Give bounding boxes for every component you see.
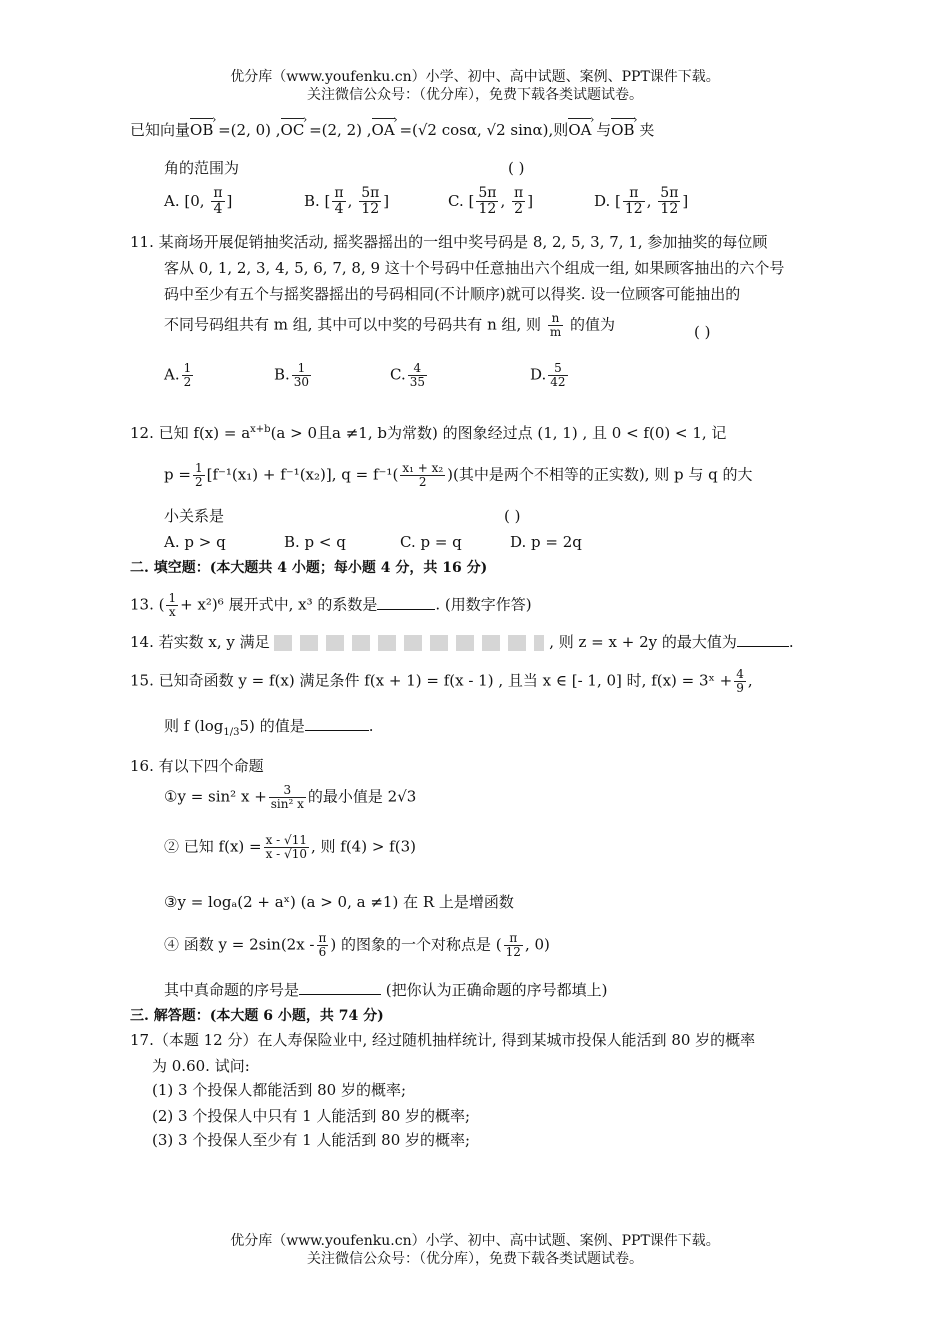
header-line-2: 关注微信公众号：（优分库），免费下载各类试题试卷。 — [307, 87, 643, 103]
q13-frac-den: x — [168, 605, 176, 620]
q11-a-den: 2 — [183, 375, 192, 390]
q15-answer-blank[interactable] — [305, 716, 369, 731]
section-2-title: 二. 填空题：(本大题共 4 小题；每小题 4 分，共 16 分) — [130, 560, 488, 576]
q16-end-b: (把你认为正确命题的序号都填上) — [385, 981, 608, 999]
q10-a-den: 4 — [213, 201, 223, 218]
q10-answer-paren: ( ) — [508, 159, 525, 177]
q11-line-4 — [164, 312, 615, 339]
q11-d-num: 5 — [548, 362, 567, 376]
q16-end-a: 其中真命题的序号是 — [164, 981, 300, 999]
q10-d-frac-1 — [623, 186, 645, 218]
q15-log: f (log — [183, 717, 224, 735]
q10-c-mid: , — [500, 191, 506, 210]
q10-b-frac-2 — [359, 186, 381, 218]
q10-option-b-label: B. [ — [304, 191, 331, 210]
q10-mid: 与 — [591, 121, 612, 139]
q16-p4a: ④ 函数 y = 2sin(2x - — [164, 935, 315, 954]
q11-option-b — [274, 362, 313, 389]
q10-stem-line-1 — [130, 120, 654, 140]
q13-c: . (用数字作答) — [435, 595, 532, 614]
q11-b-frac — [292, 362, 311, 389]
q11-option-c — [390, 362, 429, 389]
q16-p2-frac — [264, 834, 309, 861]
q10-c1-num: 5π — [478, 185, 497, 201]
q11-c-den: 35 — [409, 375, 425, 390]
q13-a: 13. ( — [130, 595, 165, 614]
q10-b1-num: π — [334, 185, 344, 201]
q10-stem-line-2: 角的范围为 — [164, 159, 240, 177]
q12-half-num: 1 — [194, 461, 203, 475]
q16-p1a: ①y = sin² x + — [164, 787, 267, 806]
q10-b-mid: , — [347, 191, 353, 210]
q16-p2b: , 则 f(4) > f(3) — [310, 837, 416, 856]
q10-b-frac-1 — [332, 186, 345, 218]
q10-prefix: 已知向量 — [130, 121, 191, 139]
section-3-title: 三. 解答题：(本大题 6 小题，共 74 分) — [130, 1008, 384, 1024]
q10-eq2: =(2, 2) , — [304, 121, 372, 139]
header-line-1: 优分库（www.youfenku.cn）小学、初中、高中试题、案例、PPT课件下载。 — [230, 69, 720, 85]
q17-sub-2: (2) 3 个投保人中只有 1 人能活到 80 岁的概率; — [152, 1107, 471, 1125]
q11-b-num: 1 — [292, 362, 311, 376]
q15-f: 的值是 — [259, 717, 305, 735]
q10-option-a — [164, 186, 232, 218]
q11-a-label: A. — [164, 365, 180, 384]
q16-p4c-den: 12 — [505, 945, 521, 960]
q10-b1-den: 4 — [334, 201, 344, 218]
q16-p4-num: π — [318, 931, 327, 945]
vector-oa: OA › — [372, 120, 395, 140]
q16-prop-4 — [164, 932, 550, 959]
q12-option-b: B. p < q — [284, 533, 346, 551]
q10-eq1: =(2, 0) , — [213, 121, 281, 139]
q11-line-1: 11. 某商场开展促销抽奖活动, 摇奖器摇出的一组中奖号码是 8, 2, 5, 3, 7, 1, 参加抽奖的每位顾 — [130, 233, 768, 251]
q16-p4-frac — [317, 932, 329, 959]
q12-line-3: 小关系是 — [164, 507, 225, 525]
q12-answer-paren: ( ) — [504, 507, 521, 525]
q16-p2a: ② 已知 f(x) = — [164, 837, 262, 856]
q13-answer-blank[interactable] — [377, 595, 435, 610]
q14-a: 14. 若实数 x, y 满足 — [130, 633, 270, 651]
q14-b: , 则 z = x + 2y 的最大值为 — [549, 633, 737, 651]
q12-exponent: x+b — [250, 424, 271, 435]
q12-q-num: x₁ + x₂ — [402, 461, 444, 475]
q11-option-a — [164, 362, 195, 389]
q10-c-frac-2 — [512, 186, 525, 218]
q16-p1-num: 3 — [269, 784, 306, 798]
q16-prop-2 — [164, 834, 416, 861]
q15-e: 5) — [239, 717, 255, 735]
q15-c: 则 — [164, 717, 180, 735]
q14-answer-blank[interactable] — [737, 632, 789, 647]
q10-a-num: π — [213, 185, 223, 201]
q15-b: , — [747, 671, 753, 690]
q12-q-den: 2 — [418, 475, 427, 490]
q17-line-2: 为 0.60. 试问: — [152, 1057, 250, 1075]
q17-line-1: 17.（本题 12 分）在人寿保险业中, 经过随机抽样统计, 得到某城市投保人能活到 80 岁的概率 — [130, 1031, 756, 1049]
q10-option-a-frac — [211, 186, 224, 218]
q10-c-frac-1 — [476, 186, 498, 218]
q12-line-1a: 12. 已知 f(x) = a — [130, 424, 251, 442]
footer-line-1: 优分库（www.youfenku.cn）小学、初中、高中试题、案例、PPT课件下载。 — [230, 1233, 720, 1249]
q10-d-mid: , — [646, 191, 652, 210]
q16-p4c-frac — [504, 932, 523, 959]
q12-half-frac — [193, 462, 205, 489]
q10-b-end: ] — [383, 191, 390, 210]
q12-option-a: A. p > q — [164, 533, 226, 551]
q10-c1-den: 12 — [478, 201, 497, 218]
q10-option-d — [594, 186, 688, 218]
q12-line-2 — [164, 462, 753, 489]
q16-p4c-num: π — [504, 932, 523, 946]
q12-half-den: 2 — [194, 475, 203, 490]
q12-option-c: C. p = q — [400, 533, 462, 551]
q11-line-2: 客从 0, 1, 2, 3, 4, 5, 6, 7, 8, 9 这十个号码中任意抽出六个组成一组, 如果顾客抽出的六个号 — [164, 259, 785, 277]
q10-d2-num: 5π — [660, 185, 679, 201]
q15-log-base: 1/3 — [223, 727, 240, 738]
q11-c-label: C. — [390, 365, 406, 384]
q16-p4b: ) 的图象的一个对称点是 ( — [330, 935, 502, 954]
q16-p2-num: x - √11 — [265, 833, 307, 847]
q12-line-1 — [130, 420, 726, 443]
q12-line-2b: )(其中是两个不相等的正实数), 则 p 与 q 的大 — [447, 465, 753, 484]
q10-b2-den: 12 — [361, 201, 380, 218]
q11-answer-paren: ( ) — [694, 323, 711, 341]
q16-title: 16. 有以下四个命题 — [130, 757, 264, 775]
q11-line-4b: 的值为 — [569, 315, 615, 334]
q16-p1b: 的最小值是 2√3 — [307, 787, 417, 806]
q10-d2-den: 12 — [660, 201, 679, 218]
q15-line-1 — [130, 668, 753, 695]
q11-option-d — [530, 362, 570, 389]
q16-p1-frac — [269, 784, 306, 811]
q12-p-body: [f⁻¹(x₁) + f⁻¹(x₂)], q = f⁻¹( — [206, 465, 399, 484]
q12-option-d: D. p = 2q — [510, 533, 582, 551]
q16-answer-line — [164, 980, 608, 1000]
q16-prop-1 — [164, 784, 416, 811]
q11-a-num: 1 — [183, 361, 192, 375]
vector-oc: OC › — [281, 120, 305, 140]
q14-line — [130, 632, 794, 652]
q12-q-frac — [400, 462, 445, 489]
q15-g: . — [368, 717, 374, 735]
q14-c: . — [788, 633, 794, 651]
q15-frac-num: 4 — [736, 667, 744, 681]
q11-a-frac — [182, 362, 194, 389]
q10-d1-num: π — [623, 186, 645, 202]
q11-frac-num: n — [548, 312, 563, 326]
q17-sub-1: (1) 3 个投保人都能活到 80 岁的概率; — [152, 1081, 407, 1099]
q10-eq3: =(√2 cosα, √2 sinα),则 — [394, 121, 569, 139]
vector-oa-2: OA › — [568, 120, 591, 140]
q10-option-c-label: C. [ — [448, 191, 475, 210]
q10-d1-den: 12 — [624, 201, 643, 218]
q16-p1-den: sin² x — [270, 797, 304, 812]
q11-line-4a: 不同号码组共有 m 组, 其中可以中奖的号码共有 n 组, 则 — [164, 315, 542, 334]
q10-d-end: ] — [682, 191, 689, 210]
q10-option-d-label: D. [ — [594, 191, 621, 210]
q16-p4c: , 0) — [524, 935, 550, 954]
q15-line-2 — [164, 716, 373, 743]
q11-b-den: 30 — [293, 375, 310, 390]
q17-sub-3: (3) 3 个投保人至少有 1 人能活到 80 岁的概率; — [152, 1131, 471, 1149]
q13-line — [130, 592, 532, 619]
q16-prop-3: ③y = logₐ(2 + aˣ) (a > 0, a ≠1) 在 R 上是增函数 — [164, 893, 514, 911]
q16-p4-den: 6 — [318, 945, 327, 960]
q11-d-den: 42 — [550, 375, 566, 390]
vector-ob-2: OB › — [611, 120, 634, 140]
q10-b2-num: 5π — [361, 185, 380, 201]
q10-option-b — [304, 186, 389, 218]
q10-option-c — [448, 186, 533, 218]
q11-frac-n-m — [548, 312, 563, 339]
q10-end: 夹 — [634, 121, 655, 139]
q11-c-frac — [408, 362, 427, 389]
q13-frac-num: 1 — [168, 591, 177, 605]
q11-c-num: 4 — [408, 362, 427, 376]
q11-frac-den: m — [549, 325, 562, 340]
q11-d-frac — [548, 362, 567, 389]
vector-ob: OB › — [190, 120, 213, 140]
q12-p-eq: p = — [164, 465, 191, 484]
q10-c2-den: 2 — [514, 201, 524, 218]
q12-line-1b: (a > 0且a ≠1, b为常数) 的图象经过点 (1, 1) , 且 0 < f(0) < 1, 记 — [270, 424, 727, 442]
q15-a: 15. 已知奇函数 y = f(x) 满足条件 f(x + 1) = f(x - 1) , 且当 x ∈ [- 1, 0] 时, f(x) = 3ˣ + — [130, 671, 733, 690]
q14-constraints-image — [274, 635, 544, 651]
q10-option-a-label: A. [0, — [164, 191, 205, 210]
q15-frac — [734, 668, 746, 695]
q11-b-label: B. — [274, 365, 290, 384]
q11-d-label: D. — [530, 365, 547, 384]
q10-d-frac-2 — [658, 186, 680, 218]
q16-p2-den: x - √10 — [265, 847, 307, 862]
q13-frac — [166, 592, 178, 619]
footer-line-2: 关注微信公众号：（优分库），免费下载各类试题试卷。 — [307, 1251, 643, 1267]
q11-line-3: 码中至少有五个与摇奖器摇出的号码相同(不计顺序)就可以得奖. 设一位顾客可能抽出的 — [164, 285, 741, 303]
q15-frac-den: 9 — [736, 681, 744, 696]
q10-c-end: ] — [527, 191, 534, 210]
q13-b: + x²)⁶ 展开式中, x³ 的系数是 — [180, 595, 378, 614]
q10-a-end: ] — [226, 191, 233, 210]
q10-c2-num: π — [514, 185, 524, 201]
q16-answer-blank[interactable] — [299, 980, 381, 995]
